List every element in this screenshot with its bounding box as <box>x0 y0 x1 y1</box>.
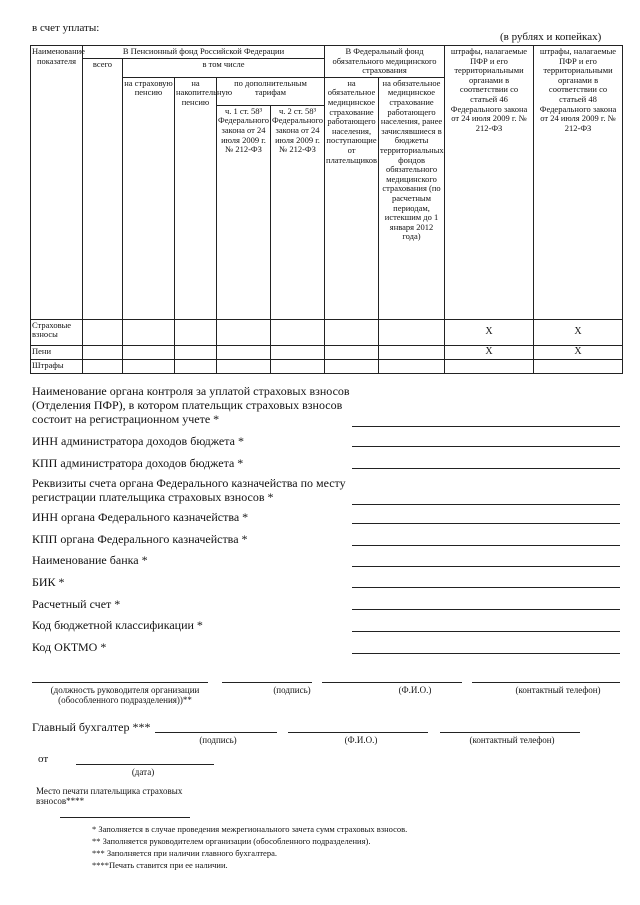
fio-line[interactable] <box>322 682 462 683</box>
field-treasury-account-label: Реквизиты счета органа Федерального казначейства по месту регистрации плательщика страховых взносов * <box>32 476 346 504</box>
funded-pension-header: на накопительную пенсию <box>175 77 217 319</box>
fines-48-header: штрафы, налагаемые ПФР и его территориальными органами в соответствии со статьей 48 Федерального закона от 24 июля 2009 г. № 212-ФЗ <box>534 46 623 320</box>
payment-table <box>30 45 623 374</box>
position-caption: (должность руководителя организации (обособленного подразделения))** <box>50 685 200 705</box>
position-line[interactable] <box>32 682 208 683</box>
fines-46-header: штрафы, налагаемые ПФР и его территориальными органами в соответствии со статьей 46 Федерального закона от 24 июля 2009 г. № 212-ФЗ <box>445 46 534 320</box>
date-prefix: от <box>38 753 49 765</box>
chief-fio-line[interactable] <box>288 732 428 733</box>
x-mark: X <box>534 319 623 345</box>
units-label: (в рублях и копейках) <box>500 31 602 43</box>
additional-tariffs-header: по дополнительным тарифам <box>217 77 325 105</box>
field-treasury-inn-line[interactable] <box>352 523 620 524</box>
stamp-place-label: Место печати плательщика страховых взносов**** <box>36 786 183 806</box>
signature-caption: (подпись) <box>273 685 311 695</box>
field-oktmo-label: Код ОКТМО * <box>32 640 107 654</box>
row-label-fines: Штрафы <box>31 359 83 373</box>
x-mark: X <box>534 345 623 359</box>
part1-header: ч. 1 ст. 58³ Федерального закона от 24 июля 2009 г. № 212-ФЗ <box>217 105 271 319</box>
insurance-pension-header: на страховую пенсию <box>123 77 175 319</box>
footnote-4: ****Печать ставится при ее наличии. <box>92 860 228 870</box>
ffoms-col1-header: на обязательное медицинское страхование работающего населения, поступающие от плательщиков <box>325 77 379 319</box>
field-oktmo-line[interactable] <box>352 653 620 654</box>
field-treasury-account-line[interactable] <box>352 504 620 505</box>
field-bik-line[interactable] <box>352 587 620 588</box>
field-kbk-line[interactable] <box>352 631 620 632</box>
footnote-2: ** Заполняется руководителем организации (обособленного подразделения). <box>92 836 371 846</box>
field-admin-inn-line[interactable] <box>352 446 620 447</box>
footnote-1: * Заполняется в случае проведения межрегионального зачета сумм страховых взносов. <box>92 824 408 834</box>
field-treasury-kpp-line[interactable] <box>352 545 620 546</box>
chief-signature-line[interactable] <box>155 732 277 733</box>
footnote-divider <box>60 817 190 818</box>
chief-accountant-label: Главный бухгалтер *** <box>32 720 151 734</box>
x-mark: X <box>445 345 534 359</box>
ffoms-header: В Федеральный фонд обязательного медицинского страхования <box>325 46 445 78</box>
field-treasury-inn-label: ИНН органа Федерального казначейства * <box>32 510 249 524</box>
total-header: всего <box>83 58 123 319</box>
fio-caption: (Ф.И.О.) <box>398 685 432 695</box>
chief-phone-line[interactable] <box>440 732 580 733</box>
ffoms-col2-header: на обязательное медицинское страхование работающего населения, ранее зачислявшиеся в бюджеты территориальных фондов обязательного медицинского страхования (по расчетным периодам, истекшим до 1 января 2012 года) <box>379 77 445 319</box>
chief-fio-caption: (Ф.И.О.) <box>344 735 378 745</box>
part2-header: ч. 2 ст. 58³ Федерального закона от 24 июля 2009 г. № 212-ФЗ <box>271 105 325 319</box>
row-label-contributions: Страховые взносы <box>31 319 83 345</box>
field-bank-name-line[interactable] <box>352 566 620 567</box>
field-admin-inn-label: ИНН администратора доходов бюджета * <box>32 434 244 448</box>
field-control-organ-label: Наименование органа контроля за уплатой страховых взносов (Отделения ПФР), в котором плательщик страховых взносов состоит на регистрационном учете * <box>32 384 350 426</box>
phone-caption: (контактный телефон) <box>515 685 601 695</box>
field-bik-label: БИК * <box>32 575 65 589</box>
header-label: в счет уплаты: <box>32 22 100 34</box>
field-control-organ-line[interactable] <box>352 426 620 427</box>
including-header: в том числе <box>123 58 325 77</box>
field-bank-name-label: Наименование банка * <box>32 553 148 567</box>
date-caption: (дата) <box>131 767 155 777</box>
signature-line[interactable] <box>222 682 312 683</box>
field-admin-kpp-line[interactable] <box>352 468 620 469</box>
footnote-3: *** Заполняется при наличии главного бухгалтера. <box>92 848 277 858</box>
name-header: Наименование показателя <box>31 46 83 320</box>
field-account-label: Расчетный счет * <box>32 597 121 611</box>
date-line[interactable] <box>76 764 214 765</box>
x-mark: X <box>445 319 534 345</box>
chief-signature-caption: (подпись) <box>199 735 237 745</box>
field-account-line[interactable] <box>352 609 620 610</box>
field-treasury-kpp-label: КПП органа Федерального казначейства * <box>32 532 248 546</box>
phone-line[interactable] <box>472 682 620 683</box>
field-admin-kpp-label: КПП администратора доходов бюджета * <box>32 456 244 470</box>
field-kbk-label: Код бюджетной классификации * <box>32 618 203 632</box>
row-label-penalties: Пени <box>31 345 83 359</box>
pfr-header: В Пенсионный фонд Российской Федерации <box>83 46 325 59</box>
chief-phone-caption: (контактный телефон) <box>469 735 555 745</box>
